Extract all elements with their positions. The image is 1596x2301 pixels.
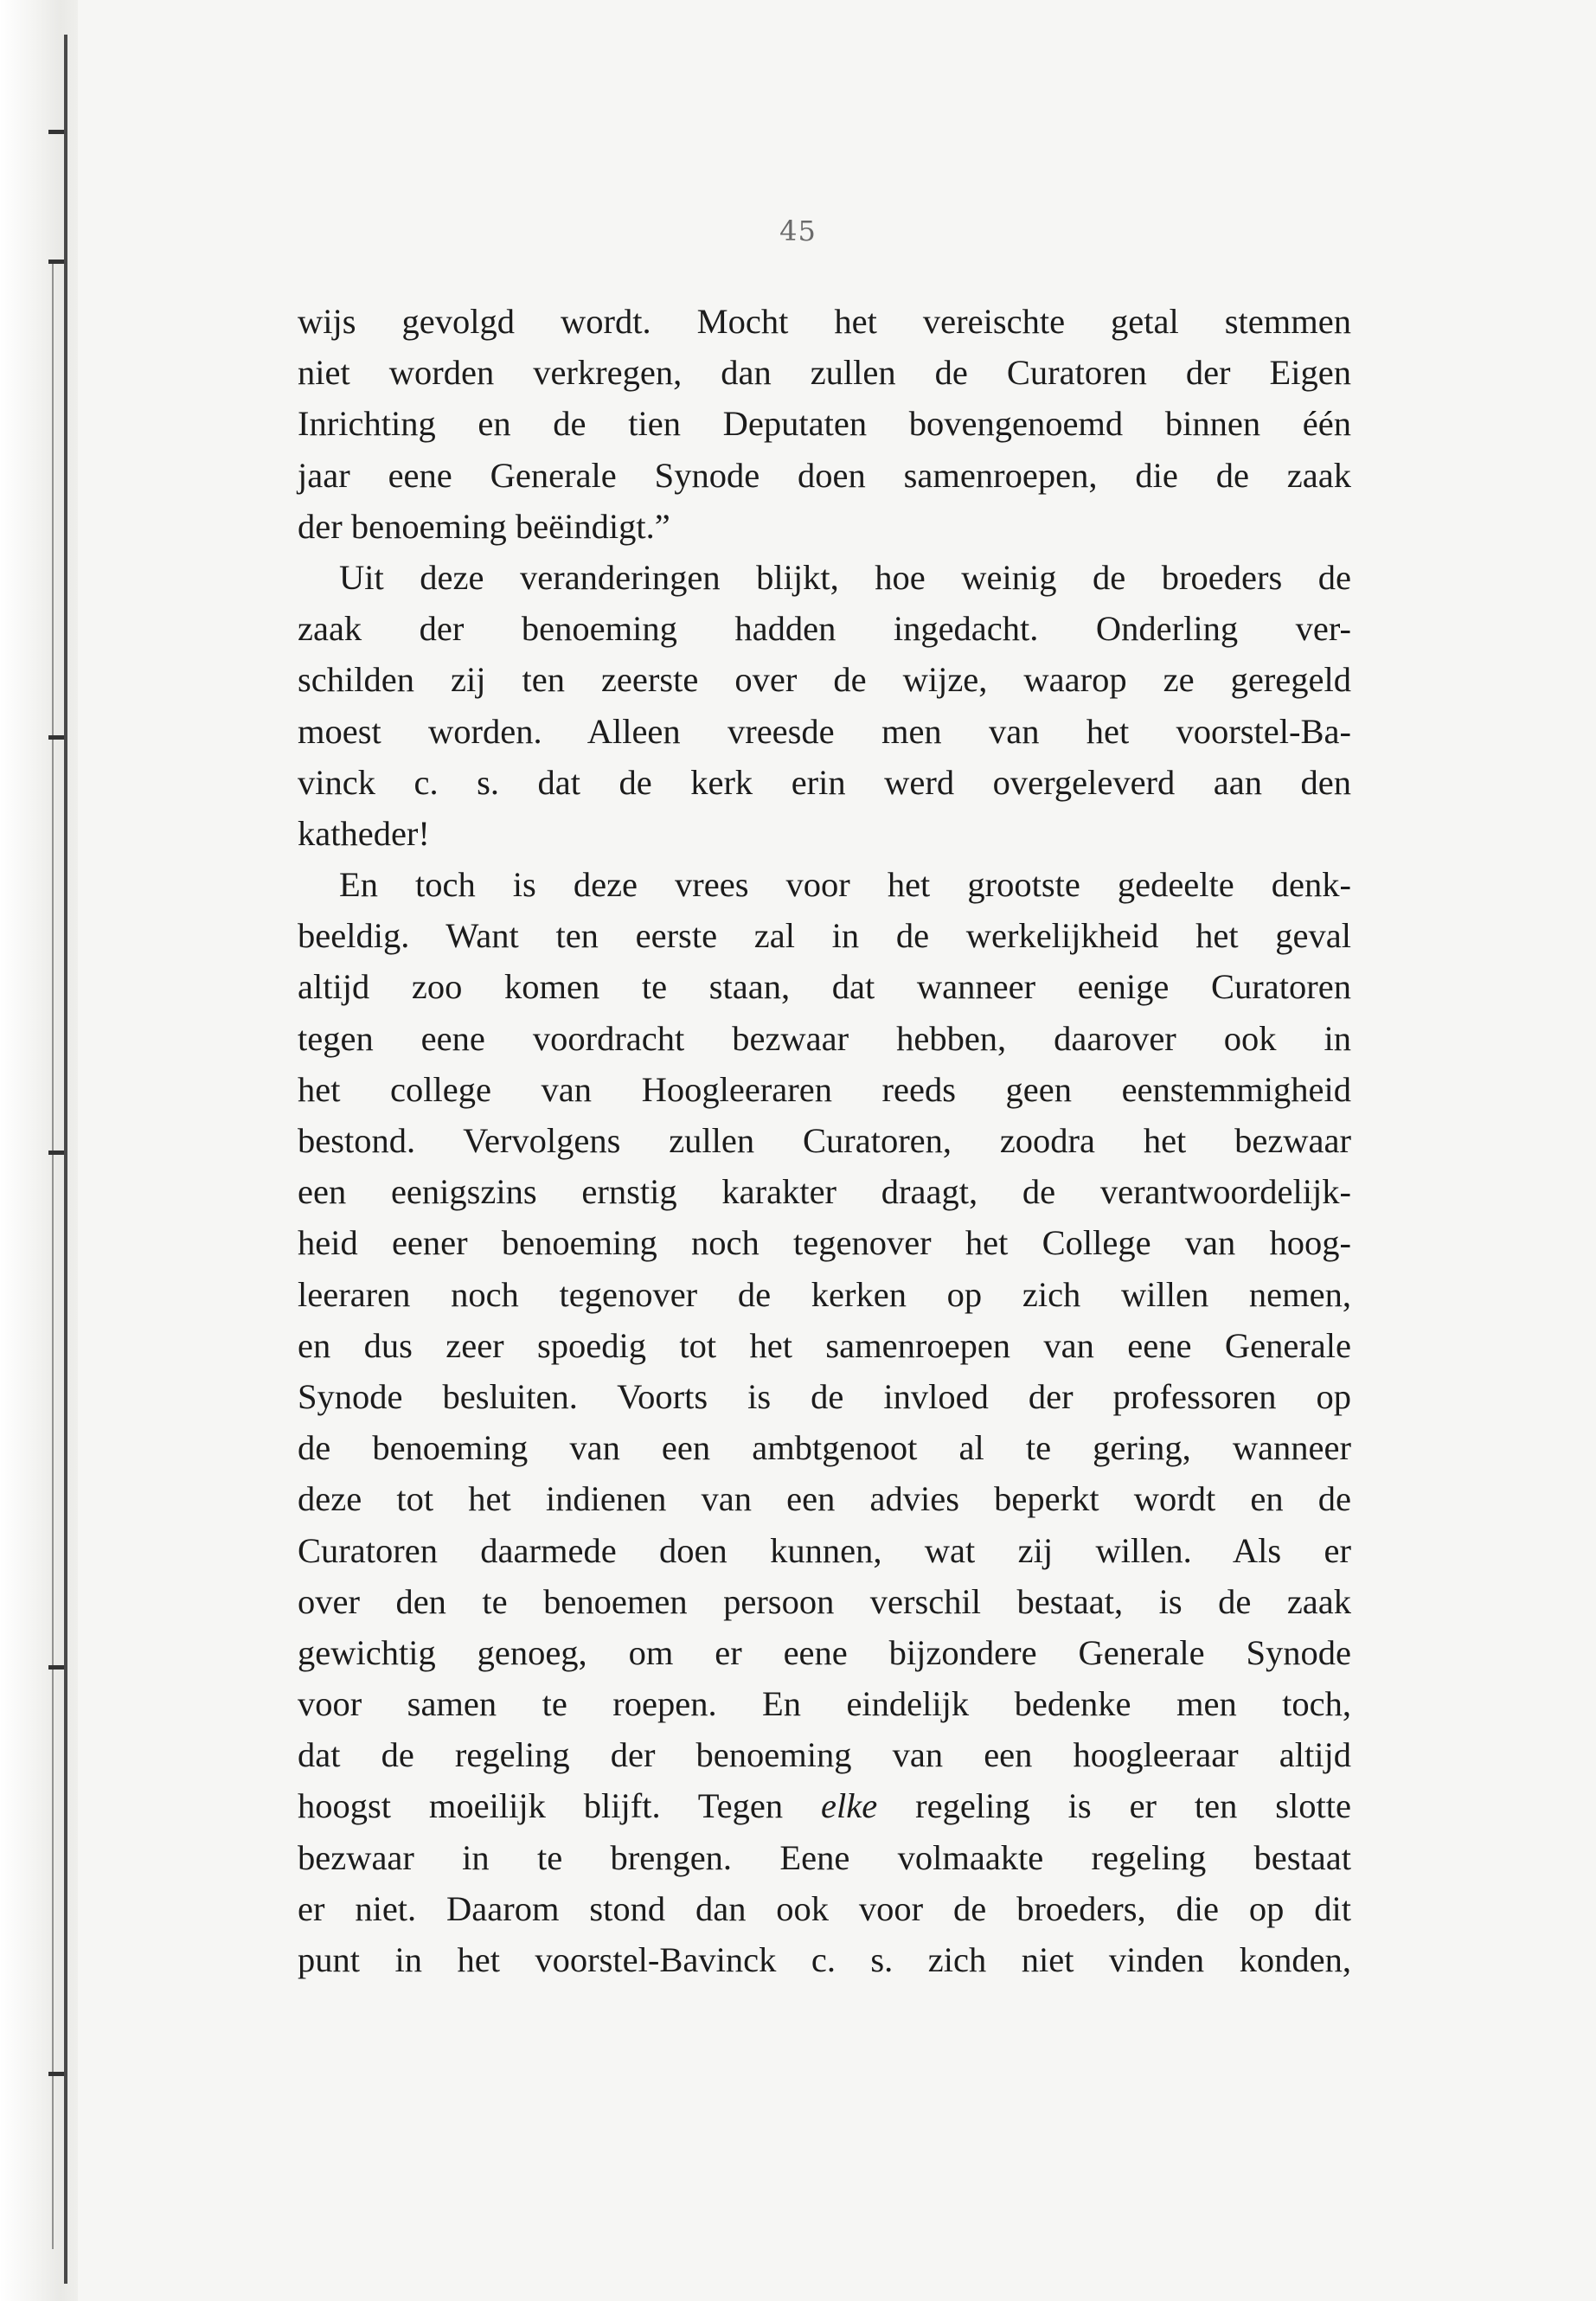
binding-shadow	[52, 260, 54, 2249]
body-text	[298, 296, 1351, 1985]
page-number: 45	[779, 215, 817, 247]
text-line: katheder!	[298, 813, 430, 853]
text-line: vinck c. s. dat de kerk erin werd overgeleverd aan den	[298, 762, 1351, 802]
text-fragment: hoogst moeilijk blijft. Tegen	[298, 1786, 784, 1826]
binding-stitch	[48, 260, 64, 264]
binding-stitch	[48, 2072, 64, 2076]
text-line: beeldig. Want ten eerste zal in de werkelijkheid het geval	[298, 916, 1351, 956]
text-line: moest worden. Alleen vreesde men van het voorstel-Ba-	[298, 711, 1351, 751]
text-line: heid eener benoeming noch tegenover het College van hoog-	[298, 1223, 1351, 1263]
text-fragment: regeling is er ten slotte	[915, 1786, 1352, 1826]
text-line: bezwaar in te brengen. Eene volmaakte regeling bestaat	[298, 1837, 1351, 1877]
binding-stitch	[48, 735, 64, 740]
text-line: punt in het voorstel-Bavinck c. s. zich niet vinden konden,	[298, 1940, 1351, 1979]
text-line: der benoeming beëindigt.”	[298, 506, 670, 546]
text-line: de benoeming van een ambtgenoot al te gering, wanneer	[298, 1428, 1351, 1468]
text-line: over den te benoemen persoon verschil bestaat, is de zaak	[298, 1581, 1351, 1621]
text-line: Inrichting en de tien Deputaten bovengenoemd binnen één	[298, 404, 1351, 444]
text-line: en dus zeer spoedig tot het samenroepen van eene Generale	[298, 1325, 1351, 1365]
text-line: dat de regeling der benoeming van een hoogleeraar altijd	[298, 1735, 1351, 1775]
binding-stitch	[48, 1150, 64, 1155]
text-line: zaak der benoeming hadden ingedacht. Onderling ver-	[298, 609, 1351, 649]
binding-stitch	[48, 130, 64, 134]
text-line: tegen eene voordracht bezwaar hebben, daarover ook in	[298, 1018, 1351, 1058]
text-line-with-emphasis	[298, 1780, 1351, 1831]
text-line: deze tot het indienen van een advies beperkt wordt en de	[298, 1479, 1351, 1519]
text-line: voor samen te roepen. En eindelijk bedenke men toch,	[298, 1684, 1351, 1724]
text-line: wijs gevolgd wordt. Mocht het vereischte getal stemmen	[298, 302, 1351, 341]
binding-stitch	[48, 1665, 64, 1670]
text-line: er niet. Daarom stond dan ook voor de broeders, die op dit	[298, 1888, 1351, 1928]
text-line: bestond. Vervolgens zullen Curatoren, zoodra het bezwaar	[298, 1121, 1351, 1160]
text-line: Uit deze veranderingen blijkt, hoe weinig de broeders de	[339, 557, 1351, 597]
text-line: Curatoren daarmede doen kunnen, wat zij willen. Als er	[298, 1530, 1351, 1570]
text-line: jaar eene Generale Synode doen samenroepen, die de zaak	[298, 455, 1351, 495]
text-line: schilden zij ten zeerste over de wijze, waarop ze geregeld	[298, 660, 1351, 700]
text-line: het college van Hoogleeraren reeds geen eenstemmigheid	[298, 1069, 1351, 1109]
text-line: een eenigszins ernstig karakter draagt, de verantwoordelijk-	[298, 1172, 1351, 1212]
text-line: Synode besluiten. Voorts is de invloed der professoren op	[298, 1376, 1351, 1416]
text-line: gewichtig genoeg, om er eene bijzondere Generale Synode	[298, 1632, 1351, 1672]
text-line: En toch is deze vrees voor het grootste gedeelte denk-	[339, 865, 1351, 905]
text-line: leeraren noch tegenover de kerken op zich willen nemen,	[298, 1274, 1351, 1314]
binding-edge	[64, 35, 67, 2284]
emphasized-word: elke	[821, 1786, 878, 1826]
text-line: niet worden verkregen, dan zullen de Curatoren der Eigen	[298, 353, 1351, 393]
text-line: altijd zoo komen te staan, dat wanneer eenige Curatoren	[298, 967, 1351, 1007]
